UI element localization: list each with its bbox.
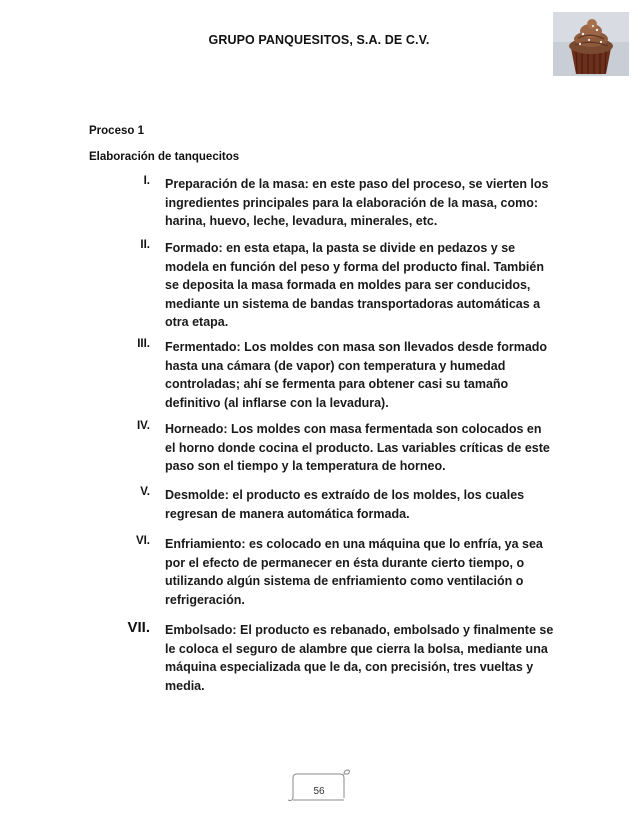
- step-text: Enfriamiento: es colocado en una máquina que lo enfría, ya sea por el efecto de permanecer en ésta durante cierto tiempo, o utilizando algún sistema de enfriamiento como ventilación o refrigeración.: [165, 537, 543, 607]
- process-subtitle: Elaboración de tanquecitos: [89, 151, 240, 163]
- step-numeral: II.: [140, 239, 150, 251]
- step-text: Preparación de la masa: en este paso del proceso, se vierten los ingredientes principales para la elaboración de la masa, como: harina, huevo, leche, levadura, minerales, etc.: [165, 177, 549, 229]
- step-numeral: I.: [143, 175, 150, 187]
- process-title: Proceso 1: [89, 125, 144, 137]
- company-title: GRUPO PANQUESITOS, S.A. DE C.V.: [208, 33, 430, 47]
- step-numeral: III.: [137, 338, 150, 350]
- step-text: Desmolde: el producto es extraído de los moldes, los cuales regresan de manera automática formada.: [165, 488, 525, 521]
- step-text: Fermentado: Los moldes con masa son llevados desde formado hasta una cámara (de vapor) con temperatura y humedad controladas; ahí se fermenta para obtener casi su tamaño definitivo (al inflarse con la levadura).: [165, 340, 548, 410]
- cupcake-photo: [553, 12, 629, 76]
- step-text: Formado: en esta etapa, la pasta se divide en pedazos y se modela en función del peso y forma del producto final. También se deposita la masa formada en moldes para ser conducidos, mediante un sistema de bandas transportadoras automáticas a otra etapa.: [165, 241, 544, 330]
- step-numeral: VI.: [135, 535, 150, 547]
- step-text: Horneado: Los moldes con masa fermentada son colocados en el horno donde cocina el producto. Las variables críticas de este paso son el tiempo y la temperatura de horneo.: [165, 422, 550, 474]
- page-number: 56: [313, 786, 325, 797]
- step-numeral: IV.: [136, 420, 150, 432]
- step-text: Embolsado: El producto es rebanado, embolsado y finalmente se le coloca el seguro de alambre que cierra la bolsa, mediante una máquina especializada que le da, con precisión, tres vueltas y media.: [165, 623, 554, 693]
- step-numeral: VII.: [127, 619, 150, 636]
- step-numeral: V.: [140, 486, 150, 498]
